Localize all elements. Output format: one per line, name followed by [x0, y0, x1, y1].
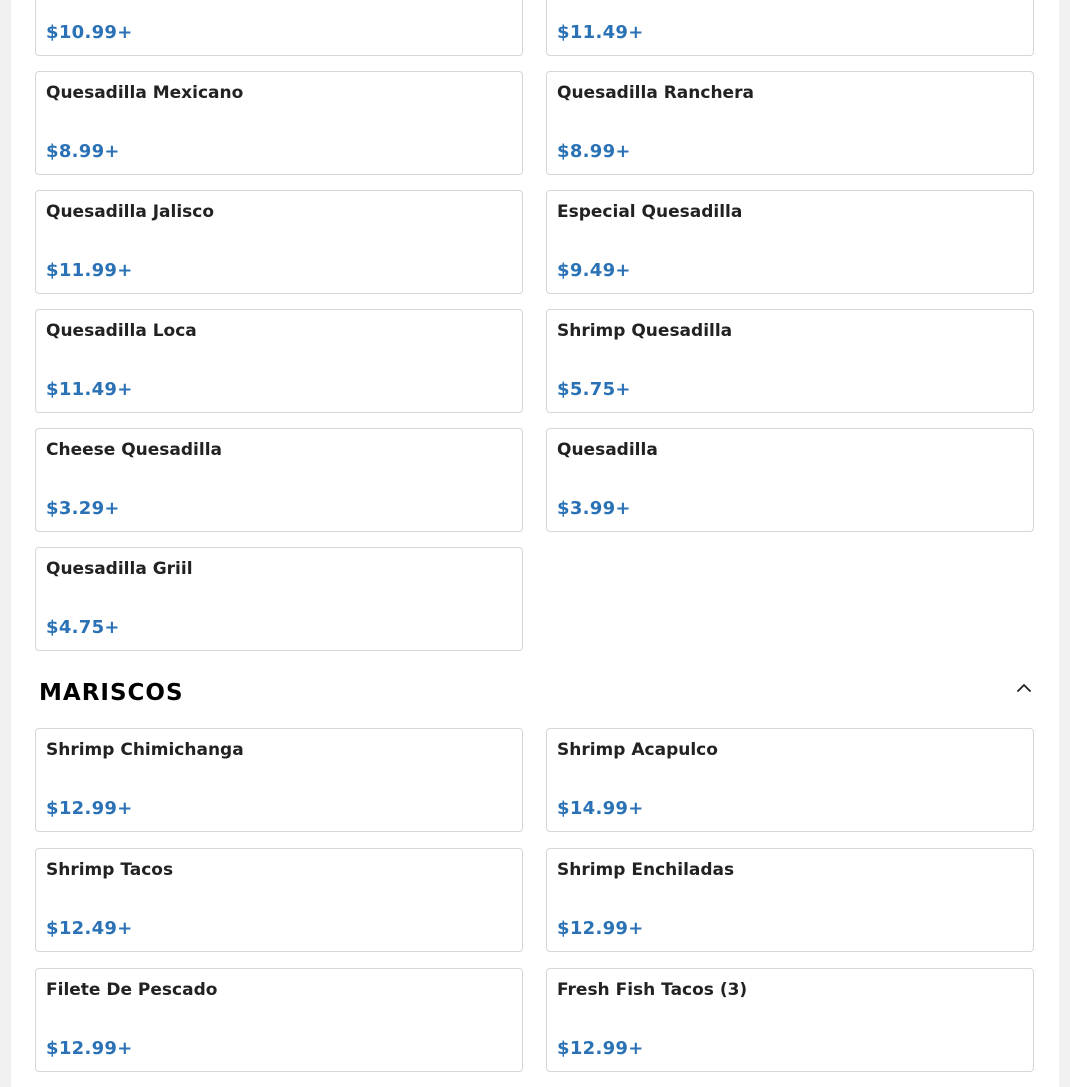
section-title: MARISCOS: [39, 680, 184, 706]
menu-item-card[interactable]: [35, 190, 523, 294]
mariscos-item-grid: [35, 728, 1034, 1087]
menu-item-name: Shrimp Quesadilla: [557, 321, 733, 341]
menu-item-card[interactable]: [546, 190, 1034, 294]
menu-item-name: Shrimp Enchiladas: [557, 860, 735, 880]
menu-item-name: Shrimp Acapulco: [557, 740, 718, 760]
menu-item-price: $11.99+: [46, 260, 133, 281]
menu-item-card[interactable]: [35, 309, 523, 413]
menu-item-name: Cheese Quesadilla: [46, 440, 223, 460]
menu-item-price: $3.99+: [557, 498, 631, 519]
menu-item-card[interactable]: [35, 728, 523, 832]
menu-item-card[interactable]: [35, 547, 523, 651]
menu-page: [11, 0, 1059, 1087]
menu-item-price: $11.49+: [557, 22, 644, 43]
menu-item-name: Shrimp Tacos: [46, 860, 174, 880]
menu-item-price: $12.49+: [46, 918, 133, 939]
menu-item-name: Quesadilla Griil: [46, 559, 193, 579]
menu-item-card[interactable]: [546, 71, 1034, 175]
menu-item-price: $11.49+: [46, 379, 133, 400]
menu-item-card[interactable]: [35, 968, 523, 1072]
menu-item-name: Shrimp Chimichanga: [46, 740, 244, 760]
menu-item-name: Quesadilla Ranchera: [557, 83, 754, 103]
menu-item-card[interactable]: [35, 0, 523, 56]
menu-item-name: Filete De Pescado: [46, 980, 218, 1000]
menu-item-card[interactable]: [546, 848, 1034, 952]
menu-item-price: $12.99+: [46, 798, 133, 819]
menu-item-card[interactable]: [546, 968, 1034, 1072]
menu-item-card[interactable]: [546, 428, 1034, 532]
menu-item-name: Quesadilla Jalisco: [46, 202, 215, 222]
menu-item-card[interactable]: [546, 0, 1034, 56]
menu-item-card[interactable]: [35, 71, 523, 175]
menu-item-card[interactable]: [35, 848, 523, 952]
menu-item-price: $4.75+: [46, 617, 120, 638]
chevron-up-icon[interactable]: [1014, 678, 1034, 698]
menu-item-price: $10.99+: [46, 22, 133, 43]
quesadillas-item-grid: [35, 0, 1034, 651]
menu-item-price: $12.99+: [557, 1038, 644, 1059]
menu-item-price: $5.75+: [557, 379, 631, 400]
menu-item-name: Quesadilla: [557, 440, 658, 460]
menu-item-card[interactable]: [35, 428, 523, 532]
menu-item-name: Quesadilla Loca: [46, 321, 197, 341]
menu-item-price: $9.49+: [557, 260, 631, 281]
mariscos-section-header[interactable]: [35, 668, 1034, 720]
menu-item-card[interactable]: [546, 309, 1034, 413]
menu-item-price: $8.99+: [557, 141, 631, 162]
menu-item-name: Quesadilla Mexicano: [46, 83, 244, 103]
menu-item-price: $12.99+: [46, 1038, 133, 1059]
menu-item-name: Especial Quesadilla: [557, 202, 743, 222]
menu-item-price: $8.99+: [46, 141, 120, 162]
menu-item-price: $14.99+: [557, 798, 644, 819]
menu-item-name: Fresh Fish Tacos (3): [557, 980, 748, 1000]
menu-item-price: $3.29+: [46, 498, 120, 519]
menu-item-price: $12.99+: [557, 918, 644, 939]
menu-item-card[interactable]: [546, 728, 1034, 832]
